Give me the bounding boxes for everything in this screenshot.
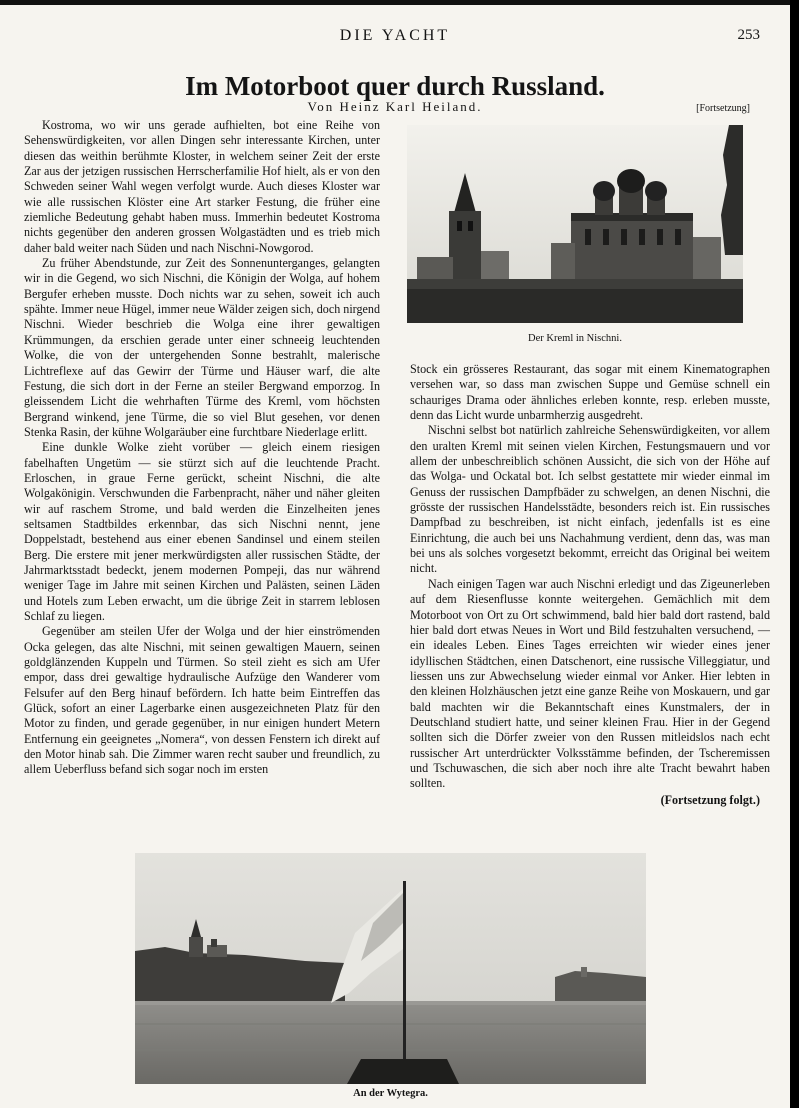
paragraph: Nach einigen Tagen war auch Nischni erledigt und das Zigeunerleben auf dem Riesenflusse konnte weitergehen. Gemächlich mit dem Motorboot von Ort zu Ort schwimmend, bald hier bald dort rastend, bald hier bald dort etwas Neues in Wort und Bild festzuhalten versuchend, — ein ideales Leben. Eines Tages erreichten wir wieder eines jener idyllischen Städtchen, einen Datschenort, eine russische Villeggiatur, und liessen uns zur Abwechselung wieder einmal vor Anker. Hier lebten in den kleinen Holzhäuschen jetzt eine ganze Reihe von Moskauern, und gar bald machten wir die Bekanntschaft eines Kunstmalers, der in Deutschland studiert hatte, und seiner kleinen Frau. Hier in der Gegend sollten sich die Dörfer zweier von den Russen mitleidslos nach echt russischer Art unterdrückter Volksstämme befinden, der Tscheremissen und Tschuwaschen, die sich aber noch ihre alte Tracht bewahrt haben sollten. — [410, 576, 770, 791]
continuation-footer: (Fortsetzung folgt.) — [660, 792, 760, 807]
paragraph: Stock ein grösseres Restaurant, das sogar mit einem Kinematographen versehen war, so dass man zwischen Suppe und Gemüse schnell ein schauriges Drama oder ähnliches erleben konnte, resp. erleben musste, denn das Licht wurde unbarmherzig ausgedreht. — [410, 362, 770, 423]
scan-border — [790, 0, 799, 1108]
kreml-photo — [407, 125, 743, 323]
paragraph: Zu früher Abendstunde, zur Zeit des Sonnenunterganges, gelangten wir in die Gegend, wo sich Nischni, die Königin der Wolga, auf hohem Bergufer erheben musste. Doch nichts war zu sehen, soweit ich auch spähte. Immer neue Hügel, immer neue Wälder zeigen sich, doch nirgend Nischni. Wieder beschrieb die Wolga eine ihrer gewaltigen Krümmungen, da erschien gerade unter einer schneeig leuchtenden Wolke, die von der untergehenden Sonne bestrahlt, malerische Lichtreflexe auf das Gewirr der Türme und Häuser warf, die alte Festung, die sich dort in der Ferne an steiler Bergwand emporzog. In gleissendem Licht die wehrhaften Türme des Kreml, vom höchsten Bergrand winkend, jene Türme, die so viel Blut gesehen, vor denen Stenka Rasin, der kühne Wolgaräuber eine furchtbare Niederlage erlitt. — [24, 256, 380, 439]
wytegra-photo — [135, 853, 646, 1084]
kreml-caption: Der Kreml in Nischni. — [528, 333, 622, 344]
wytegra-caption: An der Wytegra. — [353, 1088, 428, 1099]
page-number: 253 — [737, 27, 760, 43]
paragraph: Kostroma, wo wir uns gerade aufhielten, bot eine Reihe von Sehenswürdigkeiten, vor allen Dingen sehr interessante Kirchen, unter diesen das weithin berühmte Kloster, in welchem seiner Zeit der erste Zar aus der jetzigen russischen Herrscherfamilie Hof hielt, als er von den Schweden seiner Wahl wegen verfolgt wurde. Auch dieses Kloster war wie alle russischen Klöster eine Art starker Festung, die früher eine ziemliche Bedeutung gehabt haben muss. Immerhin bedeutet Kostroma nichts gegenüber den anderen grossen Wolgastädten und es trieb mich daher bald weiter nach Süden und nach Nischni-Nowgorod. — [24, 118, 380, 255]
paragraph: Nischni selbst bot natürlich zahlreiche Sehenswürdigkeiten, vor allem den uralten Kreml mit seinen vielen Kirchen, Festungsmauern und vor allem der unbeschreiblich schönen Aussicht, die sich von der Höhe auf das Wolga- und Ockatal bot. Ich selbst gestattete mir wieder einmal im Genuss der russischen Dampfbäder zu schwelgen, an denen Nischni, die grösste der russischen Handelsstädte, besonders reich ist. Ein russisches Dampfbad zu beschreiben, ist nicht einfach, jedenfalls ist es eine Einrichtung, die auch bei uns Nachahmung verdient, denn das, was man bei uns als solches vorgesetzt bekommt, erreicht das Original bei weitem nicht. — [410, 423, 770, 576]
magazine-title: DIE YACHT — [339, 27, 451, 44]
continuation-note: [Fortsetzung] — [696, 103, 750, 114]
byline: Von Heinz Karl Heiland. — [307, 99, 483, 114]
article-title: Im Motorboot quer durch Russland. — [185, 71, 605, 101]
left-column — [24, 118, 380, 778]
paragraph: Gegenüber am steilen Ufer der Wolga und der hier einströmenden Ocka gelegen, das alte Nischni, mit seinen gewaltigen Mauern, seinen goldglänzenden Kuppeln und Türmen. So steil zieht es sich am Ufer empor, dass drei gewaltige hydraulische Aufzüge den Wanderer vom Felsufer auf den Berg hinauf befördern. Ich hatte beim Eintreffen das Glück, sofort an einer Lagerbarke einen ausgezeichneten Platz für den Motor zu finden, und gerade gegenüber, in nur einigen hundert Metern Entfernung ein geeignetes „Nomera“, von dessen Fenstern ich direkt auf den Motor hinab sah. Die Zimmer waren recht sauber und freundlich, zu allem Ueberfluss befand sich sogar noch im ersten — [24, 624, 380, 777]
paragraph: Eine dunkle Wolke zieht vorüber — gleich einem riesigen fabelhaften Ungetüm — sie stürzt sich auf die leuchtende Pracht. Erloschen, in graue Ferne gerückt, scheint Nischni, die alte Wolgakönigin. Verschwunden die Farbenpracht, näher und näher gleiten wir auf raschem Strome, und bald werden die Einzelheiten jenes seltsamen Stadtbildes erkennbar, das sich Nischni nennt, jene Doppelstadt, bestehend aus einer ebenen Sandinsel und einem steilen Berg. Die erstere mit jener merkwürdigsten aller russischen Städte, der Jahrmarktsstadt bedeckt, jenem modernen Pompeji, das nur während weniger Tage im Jahre mit seinen Kirchen und Palästen, seinen Läden und Hotels zum Leben erwacht, um die übrige Zeit in starrem leblosen Schlaf zu liegen. — [24, 440, 380, 623]
kreml-photo-image — [407, 125, 743, 323]
right-column — [410, 362, 770, 808]
wytegra-photo-image — [135, 853, 646, 1084]
